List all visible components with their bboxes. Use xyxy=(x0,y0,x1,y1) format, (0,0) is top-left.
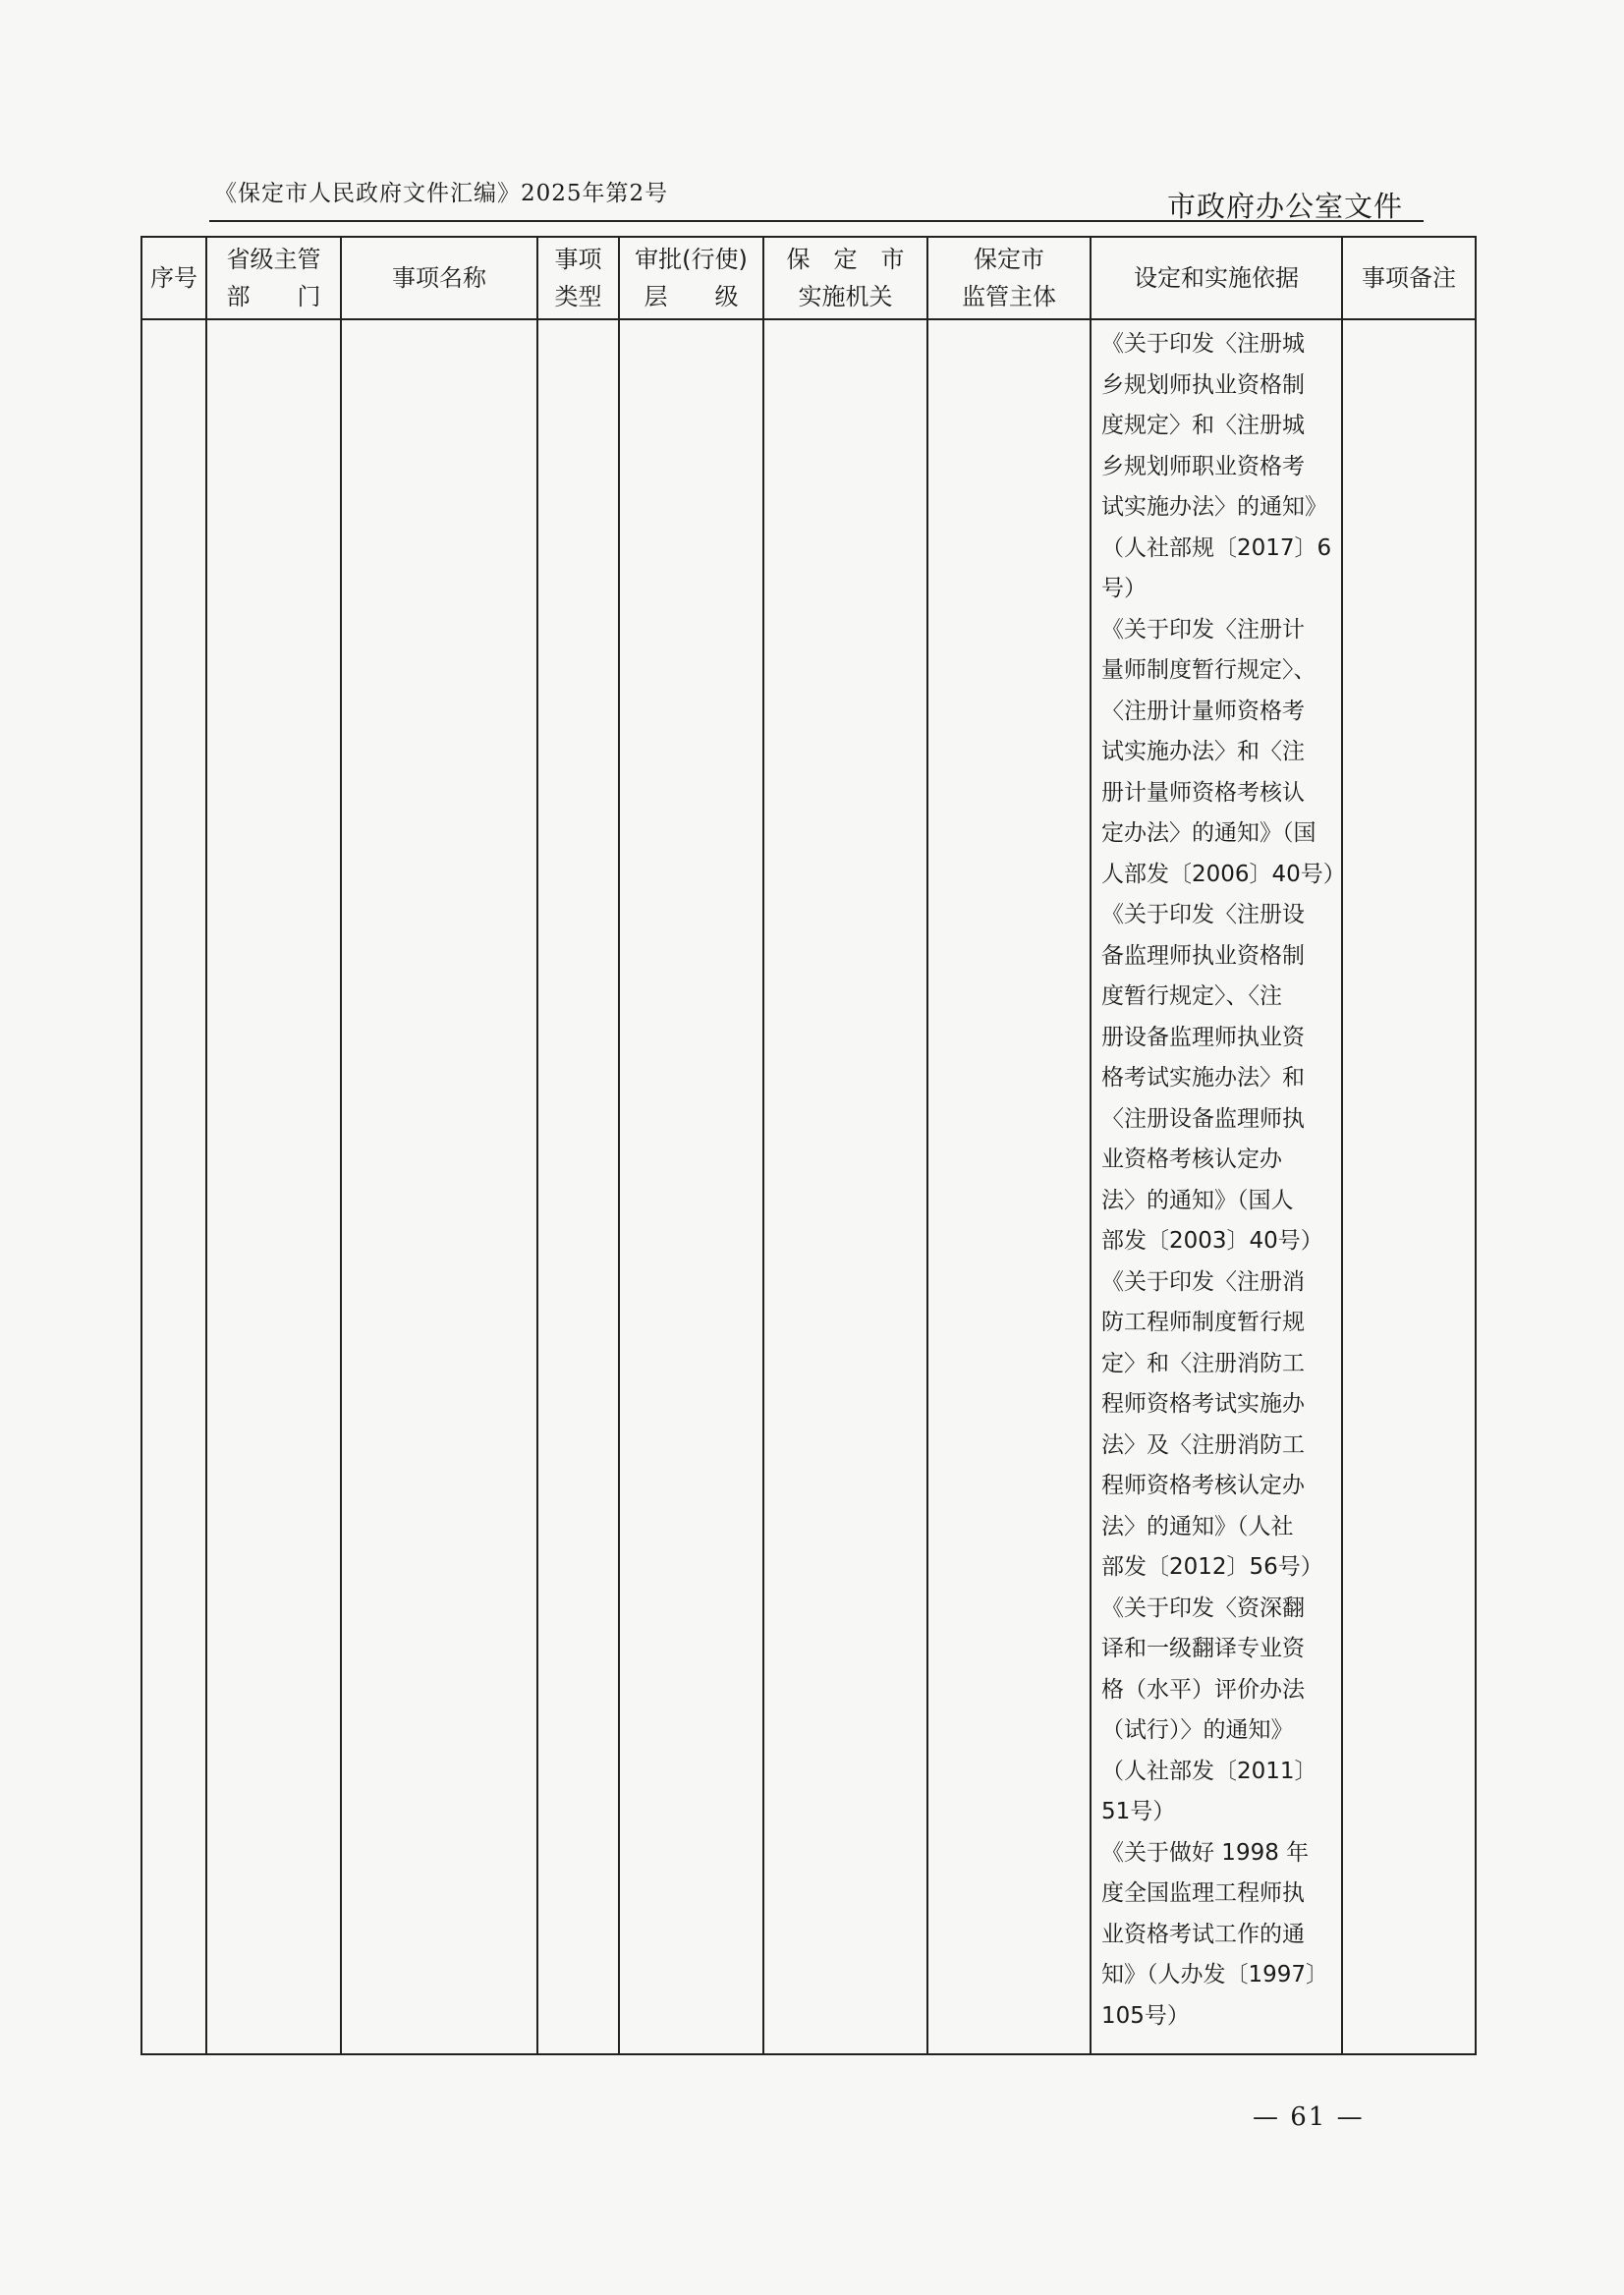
basis-line: 业资格考核认定办 xyxy=(1101,1147,1282,1172)
basis-line: 定〉和〈注册消防工 xyxy=(1101,1350,1305,1376)
cell-remarks xyxy=(1342,319,1476,2054)
header-line: 监管主体 xyxy=(962,283,1056,310)
basis-line: 人部发〔2006〕40号） xyxy=(1101,861,1346,887)
header-line: 审批(行使) xyxy=(635,246,748,273)
header-line: 序号 xyxy=(150,264,197,292)
basis-line: 译和一级翻译专业资 xyxy=(1101,1636,1305,1661)
items-table-wrapper xyxy=(140,236,1475,2055)
basis-line: 程师资格考试实施办 xyxy=(1101,1391,1305,1417)
column-header-item-type xyxy=(537,237,619,319)
basis-line: 格（水平）评价办法 xyxy=(1101,1676,1305,1703)
basis-line: 册计量师资格考核认 xyxy=(1101,779,1305,806)
basis-line: 程师资格考核认定办 xyxy=(1101,1473,1305,1498)
basis-line: 知》（人办发〔1997〕 xyxy=(1101,1962,1329,1987)
cell-department xyxy=(206,319,341,2054)
basis-line: 业资格考试工作的通 xyxy=(1101,1921,1305,1947)
running-head: 《保定市人民政府文件汇编》2025年第2号 xyxy=(214,181,669,206)
header-line: 层 级 xyxy=(644,283,739,310)
header-line: 事项备注 xyxy=(1362,264,1456,292)
basis-line: 《关于印发〈注册消 xyxy=(1101,1268,1305,1295)
basis-line: 《关于印发〈资深翻 xyxy=(1101,1595,1305,1621)
cell-level xyxy=(619,319,763,2054)
column-header-supervisor xyxy=(927,237,1091,319)
column-header-level xyxy=(619,237,763,319)
basis-line: 《关于印发〈注册城 xyxy=(1101,331,1305,357)
section-title: 市政府办公室文件 xyxy=(1167,190,1404,223)
header-line: 事项 xyxy=(554,246,602,273)
basis-line: 《关于印发〈注册设 xyxy=(1101,902,1305,927)
header-rule xyxy=(209,220,1424,222)
basis-line: 防工程师制度暂行规 xyxy=(1101,1310,1305,1335)
basis-line: 试实施办法〉的通知》 xyxy=(1101,494,1327,520)
basis-line: 法〉及〈注册消防工 xyxy=(1101,1431,1305,1458)
basis-line: 51号） xyxy=(1101,1799,1176,1824)
basis-line: 度暂行规定〉、〈注 xyxy=(1101,983,1282,1009)
cell-item-type xyxy=(537,319,619,2054)
basis-line: 格考试实施办法〉和 xyxy=(1101,1065,1305,1091)
basis-line: 试实施办法〉和〈注 xyxy=(1101,739,1305,764)
basis-line: 定办法〉的通知》（国 xyxy=(1101,820,1316,846)
column-header-department xyxy=(206,237,341,319)
basis-line: 法〉的通知》（国人 xyxy=(1101,1187,1294,1213)
basis-line: 部发〔2012〕56号） xyxy=(1101,1554,1323,1580)
header-line: 类型 xyxy=(554,283,602,310)
column-header-remarks xyxy=(1342,237,1476,319)
basis-line: 册设备监理师执业资 xyxy=(1101,1024,1305,1050)
cell-basis xyxy=(1091,319,1346,2054)
header-line: 事项名称 xyxy=(392,264,486,292)
basis-line: 105号） xyxy=(1101,2002,1190,2029)
basis-line: 乡规划师职业资格考 xyxy=(1101,453,1305,479)
basis-line: （人社部发〔2011〕 xyxy=(1101,1758,1317,1784)
basis-line: 《关于印发〈注册计 xyxy=(1101,616,1305,643)
column-header-seq xyxy=(141,237,206,319)
basis-line: 号） xyxy=(1101,576,1147,601)
basis-line: 量师制度暂行规定〉、 xyxy=(1101,657,1316,683)
cell-item-name xyxy=(341,319,537,2054)
header-line: 实施机关 xyxy=(798,283,893,310)
header-line: 省级主管 xyxy=(226,246,321,273)
table-row xyxy=(141,319,1476,2054)
column-header-item-name xyxy=(341,237,537,319)
cell-supervisor xyxy=(927,319,1091,2054)
cell-seq xyxy=(141,319,206,2054)
basis-line: 法〉的通知》（人社 xyxy=(1101,1513,1294,1539)
basis-line: 乡规划师执业资格制 xyxy=(1101,371,1305,398)
basis-line: 备监理师执业资格制 xyxy=(1101,942,1305,969)
header-line: 保 定 市 xyxy=(786,246,905,273)
basis-line: 度规定〉和〈注册城 xyxy=(1101,413,1305,438)
cell-implementing-agency xyxy=(763,319,927,2054)
header-line: 设定和实施依据 xyxy=(1134,264,1299,292)
basis-line: 度全国监理工程师执 xyxy=(1101,1880,1305,1906)
basis-line: 〈注册设备监理师执 xyxy=(1101,1105,1305,1132)
header-line: 部 门 xyxy=(226,283,321,310)
column-header-basis xyxy=(1091,237,1342,319)
page-number: — 61 — xyxy=(1253,2102,1365,2132)
column-header-implementing-agency xyxy=(763,237,927,319)
basis-line: 《关于做好 1998 年 xyxy=(1101,1839,1310,1866)
table-header-row xyxy=(141,237,1476,319)
items-table xyxy=(140,236,1477,2055)
basis-line: （试行）〉的通知》 xyxy=(1101,1717,1294,1743)
basis-line: （人社部规〔2017〕6 xyxy=(1101,534,1332,561)
header-line: 保定市 xyxy=(974,246,1044,273)
basis-text xyxy=(1092,320,1346,2037)
basis-line: 部发〔2003〕40号） xyxy=(1101,1228,1323,1254)
basis-line: 〈注册计量师资格考 xyxy=(1101,698,1305,724)
